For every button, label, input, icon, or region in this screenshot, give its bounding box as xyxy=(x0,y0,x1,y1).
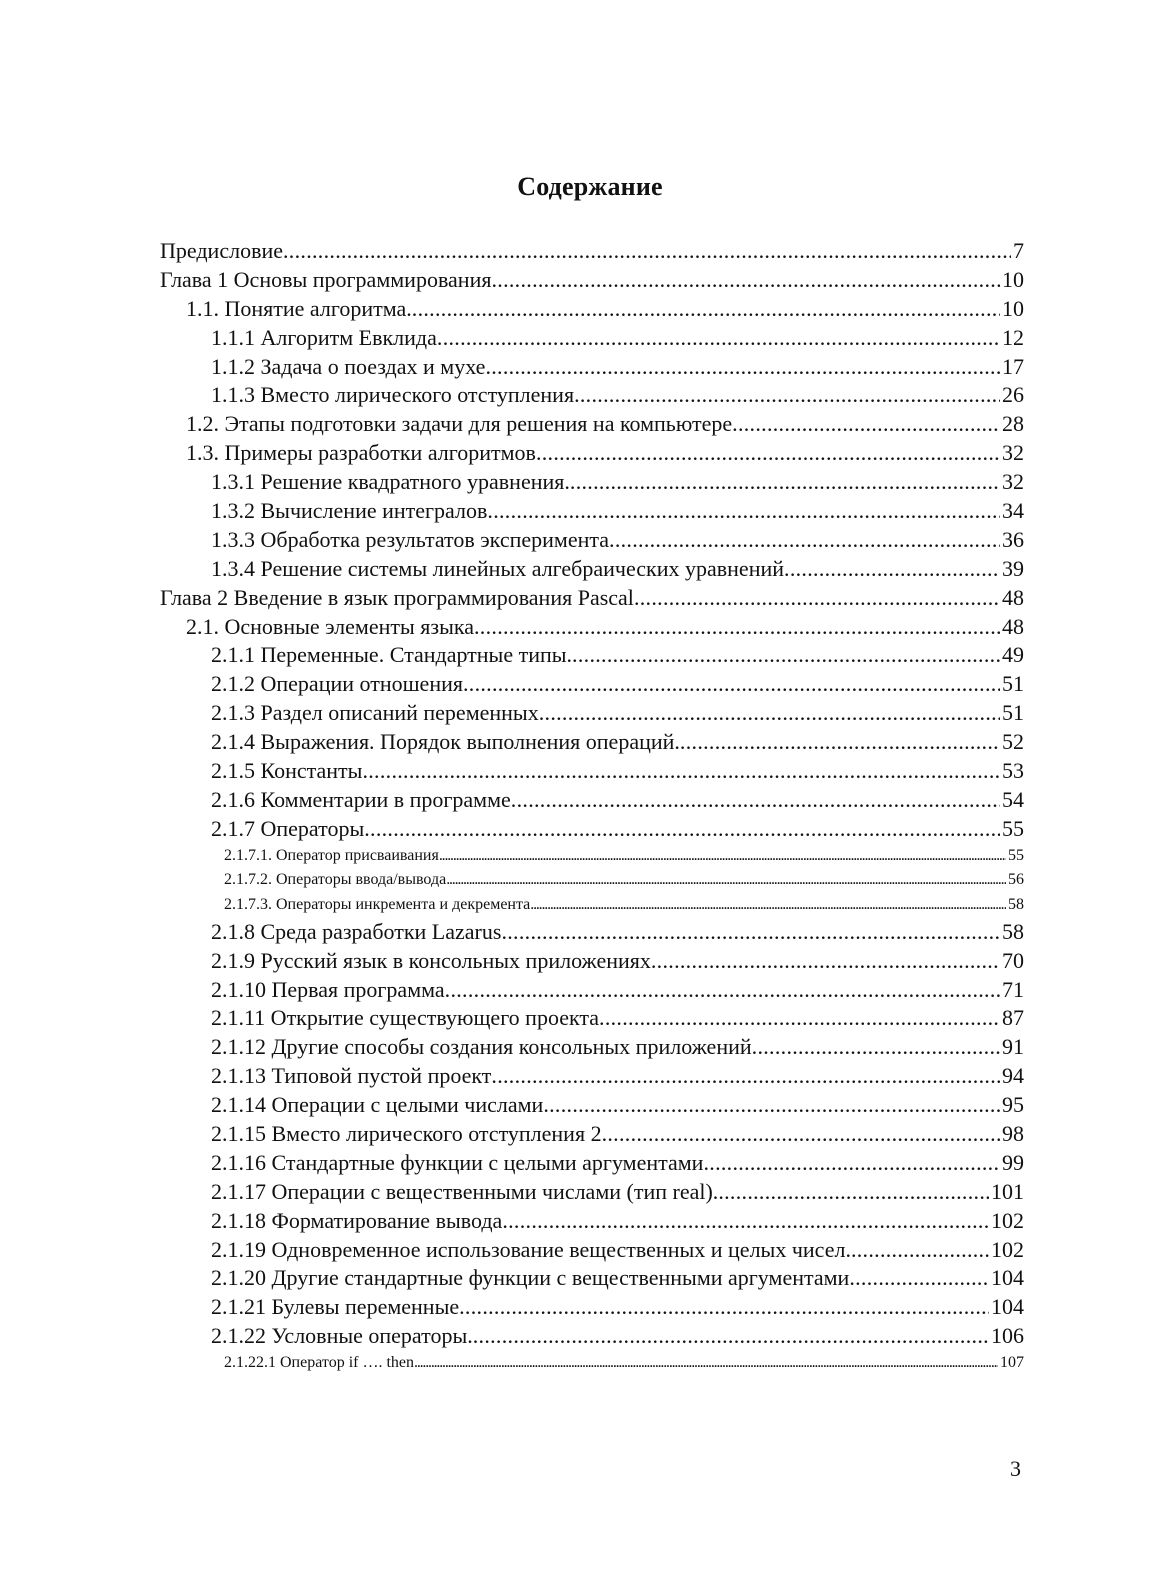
toc-entry-label: 2.1.7.1. Оператор присваивания xyxy=(224,846,439,864)
toc-dot-leader xyxy=(487,497,1000,526)
toc-entry[interactable] xyxy=(160,1004,1024,1033)
toc-dot-leader xyxy=(539,699,1000,728)
toc-entry-label: 2.1.14 Операции с целыми числами xyxy=(211,1092,544,1118)
toc-entry-page: 70 xyxy=(1002,947,1024,973)
toc-dot-leader xyxy=(459,1293,989,1322)
toc-entry-page: 51 xyxy=(1002,700,1024,726)
page-title: Содержание xyxy=(517,172,663,201)
toc-dot-leader xyxy=(543,1091,1000,1120)
toc-entry-page: 48 xyxy=(1002,584,1024,610)
toc-dot-leader xyxy=(609,526,1000,555)
toc-entry[interactable] xyxy=(160,728,1024,757)
toc-entry[interactable] xyxy=(160,324,1024,353)
toc-entry-label: Предисловие xyxy=(160,238,283,263)
toc-entry-label: 2.1.16 Стандартные функции с целыми аргументами xyxy=(211,1149,704,1175)
toc-dot-leader xyxy=(851,1236,989,1265)
toc-entry-label: 2.1.11 Открытие существующего проекта xyxy=(211,1005,600,1031)
toc-entry[interactable] xyxy=(160,381,1024,410)
toc-entry[interactable] xyxy=(160,1062,1024,1091)
toc-entry[interactable] xyxy=(160,670,1024,699)
toc-dot-leader xyxy=(784,555,1000,584)
toc-entry-label: 1.3. Примеры разработки алгоритмов xyxy=(186,440,536,466)
toc-entry-label: 2.1.22 Условные операторы. xyxy=(211,1323,473,1349)
toc-entry-label: 1.3.2 Вычисление интегралов xyxy=(211,498,488,524)
toc-entry-label: 1.3.3 Обработка результатов эксперимента xyxy=(211,526,610,552)
toc-entry-page: 102 xyxy=(991,1207,1024,1233)
toc-dot-leader xyxy=(530,893,1006,918)
toc-entry[interactable] xyxy=(160,1293,1024,1322)
toc-entry-page: 39 xyxy=(1002,555,1024,581)
toc-entry-label: 2.1.8 Среда разработки Lazarus xyxy=(211,918,502,944)
toc-dot-leader xyxy=(446,868,1006,893)
toc-entry-page: 99 xyxy=(1002,1149,1024,1175)
toc-dot-leader xyxy=(732,410,1000,439)
toc-entry-page: 102 xyxy=(991,1236,1024,1262)
toc-entry[interactable] xyxy=(160,1236,1024,1265)
toc-dot-leader xyxy=(718,1178,989,1207)
toc-entry-label: 2.1.3 Раздел описаний переменных xyxy=(211,700,539,726)
toc-entry[interactable] xyxy=(160,439,1024,468)
toc-entry-label: 2.1.10 Первая программа xyxy=(211,976,445,1002)
toc-entry[interactable] xyxy=(160,410,1024,439)
toc-entry[interactable] xyxy=(160,353,1024,382)
toc-entry-label: 1.3.4 Решение системы линейных алгебраических уравнений xyxy=(211,555,785,581)
toc-entry-page: 36 xyxy=(1002,526,1024,552)
toc-entry[interactable] xyxy=(160,641,1024,670)
toc-entry[interactable] xyxy=(160,918,1024,947)
toc-entry-page: 48 xyxy=(1002,613,1024,639)
toc-dot-leader xyxy=(599,1004,1000,1033)
toc-entry[interactable] xyxy=(160,613,1024,642)
toc-entry-label: 1.2. Этапы подготовки задачи для решения на компьютере xyxy=(186,411,733,437)
toc-entry[interactable] xyxy=(160,757,1024,786)
toc-entry[interactable] xyxy=(160,1322,1024,1351)
toc-dot-leader xyxy=(485,353,1000,382)
toc-entry-label: 2.1.2 Операции отношения xyxy=(211,671,463,697)
toc-entry[interactable] xyxy=(160,1149,1024,1178)
toc-entry-page: 58 xyxy=(1008,896,1024,914)
toc-entry-label: 2.1.5 Константы xyxy=(211,758,363,784)
toc-dot-leader xyxy=(439,844,1006,869)
toc-entry[interactable] xyxy=(160,1033,1024,1062)
toc-entry[interactable] xyxy=(160,584,1024,613)
toc-entry-label: 1.1. Понятие алгоритма. xyxy=(186,295,412,321)
toc-entry-label: 1.1.3 Вместо лирического отступления xyxy=(211,382,575,408)
toc-entry-label: 2.1. Основные элементы языка xyxy=(186,613,474,639)
toc-entry-page: 95 xyxy=(1002,1092,1024,1118)
toc-entry-label: Глава 1 Основы программирования xyxy=(160,266,492,292)
toc-entry-label: 2.1.17 Операции с вещественными числами (тип real). xyxy=(211,1178,719,1204)
toc-entry[interactable] xyxy=(160,1091,1024,1120)
toc-dot-leader xyxy=(473,1322,989,1351)
toc-entry-page: 52 xyxy=(1002,729,1024,755)
toc-entry-page: 32 xyxy=(1002,440,1024,466)
toc-entry-page: 107 xyxy=(1000,1354,1024,1372)
toc-dot-leader xyxy=(703,1149,1000,1178)
toc-dot-leader xyxy=(364,815,1000,844)
toc-entry[interactable] xyxy=(160,844,1024,869)
toc-dot-leader xyxy=(651,947,1000,976)
toc-entry-page: 71 xyxy=(1002,976,1024,1002)
toc-dot-leader xyxy=(362,757,1000,786)
toc-entry-label: 2.1.15 Вместо лирического отступления 2 xyxy=(211,1121,602,1146)
toc-dot-leader xyxy=(572,641,1000,670)
toc-entry-page: 51 xyxy=(1002,671,1024,697)
toc-dot-leader xyxy=(437,324,1000,353)
toc-entry-label: 2.1.6 Комментарии в программе xyxy=(211,786,511,812)
toc-dot-leader xyxy=(752,1033,1000,1062)
toc-entry-label: 2.1.20 Другие стандартные функции с вещественными аргументами xyxy=(211,1265,850,1291)
toc-entry-page: 98 xyxy=(1002,1121,1024,1146)
toc-dot-leader xyxy=(412,295,1000,324)
toc-entry-label: 2.1.7.3. Операторы инкремента и декремента xyxy=(224,896,531,914)
toc-entry-page: 87 xyxy=(1002,1005,1024,1031)
toc-entry[interactable] xyxy=(160,893,1024,918)
toc-entry-page: 94 xyxy=(1002,1063,1024,1089)
toc-entry-page: 56 xyxy=(1008,871,1024,889)
toc-dot-leader xyxy=(502,1207,989,1236)
toc-entry[interactable] xyxy=(160,266,1024,295)
toc-entry-label: 1.3.1 Решение квадратного уравнения. xyxy=(211,469,570,495)
toc-entry-page: 10 xyxy=(1002,295,1024,321)
toc-dot-leader xyxy=(634,584,1000,613)
toc-entry-page: 7 xyxy=(1013,238,1024,263)
toc-entry[interactable] xyxy=(160,786,1024,815)
toc-entry-page: 104 xyxy=(991,1294,1024,1320)
toc-entry[interactable] xyxy=(160,1264,1024,1293)
table-of-contents xyxy=(160,237,1024,1376)
toc-entry-label: 1.1.1 Алгоритм Евклида xyxy=(211,324,437,350)
toc-entry-page: 54 xyxy=(1002,786,1024,812)
toc-entry-label: 2.1.13 Типовой пустой проект xyxy=(211,1063,492,1089)
toc-entry[interactable] xyxy=(160,295,1024,324)
toc-entry-page: 53 xyxy=(1002,758,1024,784)
toc-entry-label: 2.1.18 Форматирование вывода xyxy=(211,1207,503,1233)
toc-dot-leader xyxy=(680,728,1000,757)
toc-dot-leader xyxy=(283,237,1011,266)
toc-entry-page: 101 xyxy=(991,1178,1024,1204)
toc-entry[interactable] xyxy=(160,947,1024,976)
toc-entry-page: 55 xyxy=(1002,815,1024,841)
toc-entry-page: 12 xyxy=(1002,324,1024,350)
toc-entry[interactable] xyxy=(160,1120,1024,1149)
toc-entry-label: 1.1.2 Задача о поездах и мухе xyxy=(211,353,486,379)
toc-entry-page: 32 xyxy=(1002,469,1024,495)
toc-entry-label: 2.1.4 Выражения. Порядок выполнения операций. xyxy=(211,729,680,755)
toc-dot-leader xyxy=(414,1351,998,1376)
toc-entry-page: 106 xyxy=(991,1323,1024,1349)
toc-dot-leader xyxy=(491,1062,1000,1091)
toc-entry-page: 17 xyxy=(1002,353,1024,379)
toc-entry-page: 55 xyxy=(1008,846,1024,864)
toc-entry[interactable] xyxy=(160,468,1024,497)
toc-entry-page: 34 xyxy=(1002,498,1024,524)
toc-entry[interactable] xyxy=(160,976,1024,1005)
toc-entry-label: 2.1.22.1 Оператор if …. then xyxy=(224,1354,415,1372)
toc-entry[interactable] xyxy=(160,1207,1024,1236)
toc-entry-label: 2.1.7.2. Операторы ввода/вывода xyxy=(224,871,447,889)
toc-entry-page: 10 xyxy=(1002,266,1024,292)
toc-dot-leader xyxy=(602,1120,1000,1149)
toc-entry[interactable] xyxy=(160,868,1024,893)
page-number: 3 xyxy=(1010,1456,1021,1481)
toc-entry-label: 2.1.21 Булевы переменные xyxy=(211,1294,460,1320)
toc-entry-page: 58 xyxy=(1002,918,1024,944)
toc-entry[interactable] xyxy=(160,526,1024,555)
toc-entry-page: 91 xyxy=(1002,1034,1024,1060)
toc-entry[interactable] xyxy=(160,815,1024,844)
toc-dot-leader xyxy=(574,381,1000,410)
toc-dot-leader xyxy=(445,976,1000,1005)
toc-entry-label: 2.1.7 Операторы xyxy=(211,815,365,841)
toc-entry-label: 2.1.12 Другие способы создания консольных приложений xyxy=(211,1034,752,1060)
toc-entry[interactable] xyxy=(160,1351,1024,1376)
toc-dot-leader xyxy=(463,670,1000,699)
toc-dot-leader xyxy=(474,613,1000,642)
toc-entry-label: 2.1.9 Русский язык в консольных приложениях xyxy=(211,947,651,973)
toc-dot-leader xyxy=(491,266,1000,295)
toc-entry[interactable] xyxy=(160,237,1024,266)
toc-entry-page: 28 xyxy=(1002,411,1024,437)
toc-dot-leader xyxy=(511,786,1000,815)
toc-dot-leader xyxy=(570,468,1000,497)
toc-entry-label: 2.1.19 Одновременное использование вещественных и целых чисел. xyxy=(211,1236,851,1262)
toc-entry[interactable] xyxy=(160,497,1024,526)
toc-dot-leader xyxy=(849,1264,989,1293)
toc-entry[interactable] xyxy=(160,1178,1024,1207)
toc-entry-label: 2.1.1 Переменные. Стандартные типы. xyxy=(211,642,573,668)
toc-entry-page: 49 xyxy=(1002,642,1024,668)
toc-entry[interactable] xyxy=(160,555,1024,584)
toc-entry-page: 26 xyxy=(1002,382,1024,408)
toc-dot-leader xyxy=(536,439,1000,468)
toc-entry[interactable] xyxy=(160,699,1024,728)
toc-dot-leader xyxy=(501,918,1000,947)
toc-entry-label: Глава 2 Введение в язык программирования Pascal xyxy=(160,584,634,610)
toc-entry-page: 104 xyxy=(991,1265,1024,1291)
